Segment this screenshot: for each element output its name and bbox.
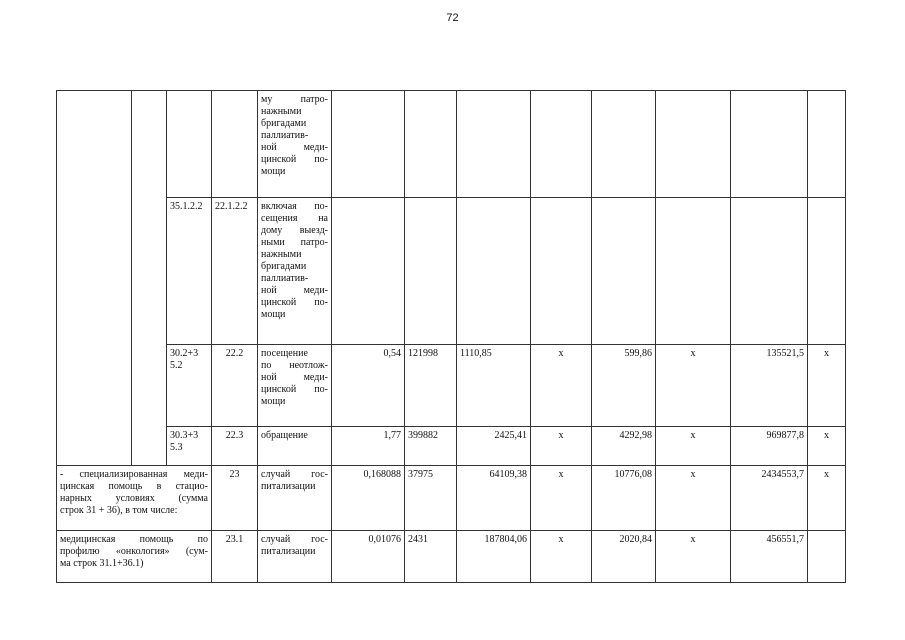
text-line: мощи (261, 166, 286, 177)
table-row (57, 531, 846, 583)
code-b-cell: 23.1 (212, 531, 258, 583)
text-line: мощи (261, 309, 286, 320)
col10-cell (656, 91, 731, 198)
cost-cell: 2425,41 (457, 427, 531, 466)
col9-cell: 599,86 (592, 345, 656, 427)
code-a-cell: 30.3+3 5.3 (167, 427, 212, 466)
col11-cell: 2434553,7 (731, 466, 808, 531)
table-row (57, 198, 846, 345)
text-line: цинской по- (261, 384, 328, 395)
name-cell: обращение (258, 427, 332, 466)
row-label-cell (57, 466, 212, 531)
cost-cell: 187804,06 (457, 531, 531, 583)
cost-cell: 64109,38 (457, 466, 531, 531)
col12-cell: x (808, 345, 846, 427)
cost-cell (457, 198, 531, 345)
name-cell (258, 531, 332, 583)
text-line: сещения на (261, 213, 328, 224)
count-cell: 121998 (405, 345, 457, 427)
text-line: питализации (261, 546, 316, 557)
text-line: ной меди- (261, 142, 328, 153)
text-line: нажными (261, 249, 302, 260)
code-b-cell: 22.2 (212, 345, 258, 427)
col12-cell: x (808, 427, 846, 466)
text-line: случай гос- (261, 469, 328, 480)
col8-cell (531, 198, 592, 345)
text-line: включая по- (261, 201, 328, 212)
text-line: строк 31 + 36), в том числе: (60, 505, 178, 516)
text-line: дому выезд- (261, 225, 328, 236)
count-cell: 399882 (405, 427, 457, 466)
col10-cell: x (656, 427, 731, 466)
text-line: случай гос- (261, 534, 328, 545)
text-line: ными патро- (261, 237, 328, 248)
norm-cell: 0,01076 (332, 531, 405, 583)
empty-cell (132, 91, 167, 466)
col8-cell: x (531, 427, 592, 466)
row-label-cell (57, 531, 212, 583)
name-cell (258, 466, 332, 531)
text-line: - специализированная меди- (60, 469, 208, 480)
code-b-cell (212, 91, 258, 198)
col8-cell (531, 91, 592, 198)
count-cell (405, 91, 457, 198)
empty-cell (57, 91, 132, 466)
text-line: мощи (261, 396, 286, 407)
code-a-cell: 35.1.2.2 (167, 198, 212, 345)
text-line: ной меди- (261, 285, 328, 296)
text-line: цинской по- (261, 297, 328, 308)
table-row (57, 91, 846, 198)
col12-cell (808, 531, 846, 583)
code-a-cell: 30.2+3 5.2 (167, 345, 212, 427)
table-row (57, 345, 846, 427)
cost-cell: 1110,85 (457, 345, 531, 427)
text-line: питализации (261, 481, 316, 492)
text-line: цинская помощь в стацио- (60, 481, 208, 492)
code-a-cell (167, 91, 212, 198)
col12-cell (808, 198, 846, 345)
count-cell: 2431 (405, 531, 457, 583)
code-b-cell: 23 (212, 466, 258, 531)
text-line: нарных условиях (сумма (60, 493, 208, 504)
text-line: му патро- (261, 94, 328, 105)
data-table (56, 90, 846, 583)
col10-cell: x (656, 531, 731, 583)
col12-cell (808, 91, 846, 198)
norm-cell: 0,54 (332, 345, 405, 427)
text-line: паллиатив- (261, 273, 309, 284)
col11-cell (731, 198, 808, 345)
name-cell (258, 91, 332, 198)
col10-cell (656, 198, 731, 345)
text-line: посещение (261, 348, 308, 359)
text-line: медицинская помощь по (60, 534, 208, 545)
col9-cell: 2020,84 (592, 531, 656, 583)
count-cell: 37975 (405, 466, 457, 531)
text-line: паллиатив- (261, 130, 309, 141)
text-line: по неотлож- (261, 360, 328, 371)
col10-cell: x (656, 345, 731, 427)
col8-cell: x (531, 345, 592, 427)
text-line: бригадами (261, 261, 307, 272)
col11-cell: 135521,5 (731, 345, 808, 427)
text-line: цинской по- (261, 154, 328, 165)
count-cell (405, 198, 457, 345)
text-line: нажными (261, 106, 302, 117)
col9-cell (592, 91, 656, 198)
name-cell (258, 345, 332, 427)
code-b-cell: 22.1.2.2 (212, 198, 258, 345)
text-line: ной меди- (261, 372, 328, 383)
text-line: бригадами (261, 118, 307, 129)
col8-cell: x (531, 531, 592, 583)
col11-cell: 969877,8 (731, 427, 808, 466)
col11-cell: 456551,7 (731, 531, 808, 583)
col12-cell: x (808, 466, 846, 531)
name-cell (258, 198, 332, 345)
col9-cell: 4292,98 (592, 427, 656, 466)
table-row (57, 427, 846, 466)
norm-cell: 0,168088 (332, 466, 405, 531)
norm-cell (332, 91, 405, 198)
col9-cell: 10776,08 (592, 466, 656, 531)
table-row (57, 466, 846, 531)
col10-cell: x (656, 466, 731, 531)
norm-cell (332, 198, 405, 345)
text-line: ма строк 31.1+36.1) (60, 558, 144, 569)
norm-cell: 1,77 (332, 427, 405, 466)
code-b-cell: 22.3 (212, 427, 258, 466)
page-number: 72 (446, 12, 459, 24)
col11-cell (731, 91, 808, 198)
col9-cell (592, 198, 656, 345)
col8-cell: x (531, 466, 592, 531)
text-line: профилю «онкология» (сум- (60, 546, 208, 557)
cost-cell (457, 91, 531, 198)
